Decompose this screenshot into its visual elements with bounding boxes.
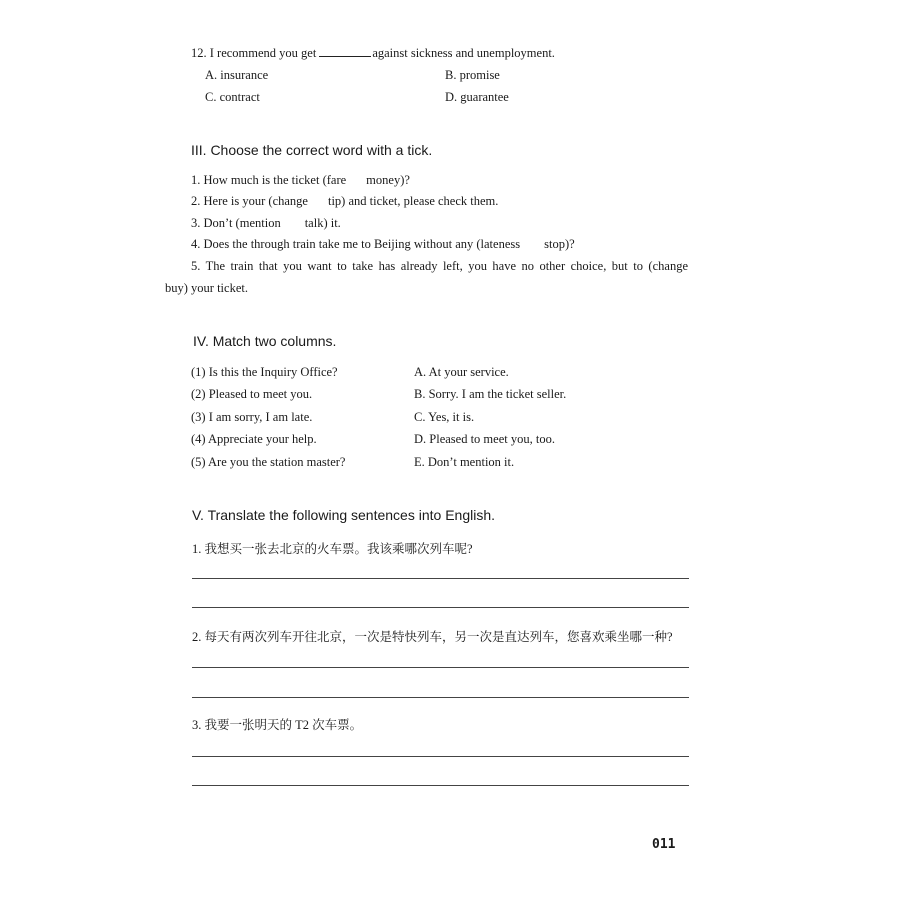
question-12 bbox=[191, 46, 555, 61]
answer-line bbox=[192, 697, 689, 698]
answer-line bbox=[192, 667, 689, 668]
answer-line bbox=[192, 756, 689, 757]
match-right-e: E. Don’t mention it. bbox=[414, 455, 515, 469]
section-3-item-5-line-1: 5. The train that you want to take has already left, you have no other choice, but to (change bbox=[191, 259, 688, 273]
match-right-c: C. Yes, it is. bbox=[414, 410, 475, 424]
option-b: B. promise bbox=[445, 68, 500, 82]
item-choice-b: tip) and ticket, please check them. bbox=[327, 194, 499, 208]
question-12-text-before: 12. I recommend you get bbox=[191, 46, 317, 60]
option-d: D. guarantee bbox=[445, 90, 509, 104]
match-left-2: (2) Pleased to meet you. bbox=[191, 387, 313, 401]
match-left-1: (1) Is this the Inquiry Office? bbox=[191, 365, 338, 379]
match-left-3: (3) I am sorry, I am late. bbox=[191, 410, 313, 424]
match-left-5: (5) Are you the station master? bbox=[191, 455, 346, 469]
answer-line bbox=[192, 578, 689, 579]
item-choice-b: talk) it. bbox=[304, 216, 341, 230]
item-choice-a: 4. Does the through train take me to Beijing without any (lateness bbox=[191, 237, 521, 251]
section-4-heading: IV. Match two columns. bbox=[193, 333, 337, 349]
section-3-heading: III. Choose the correct word with a tick. bbox=[191, 142, 433, 158]
translation-sentence-2: 2. 每天有两次列车开往北京，一次是特快列车，另一次是直达列车，您喜欢乘坐哪一种? bbox=[192, 630, 673, 644]
question-12-text-after: against sickness and unemployment. bbox=[372, 46, 555, 60]
section-3-item-4 bbox=[191, 237, 575, 252]
match-right-b: B. Sorry. I am the ticket seller. bbox=[414, 387, 567, 401]
item-choice-a: 1. How much is the ticket (fare bbox=[191, 173, 347, 187]
option-c: C. contract bbox=[205, 90, 260, 104]
match-right-d: D. Pleased to meet you, too. bbox=[414, 432, 555, 446]
item-choice-b: stop)? bbox=[544, 237, 575, 251]
section-3-item-3 bbox=[191, 216, 341, 231]
item-choice-a: 3. Don’t (mention bbox=[191, 216, 281, 230]
item-choice-b: money)? bbox=[366, 173, 410, 187]
page-number: 011 bbox=[652, 837, 676, 852]
answer-blank bbox=[319, 46, 371, 57]
section-3-item-5-line-2: buy) your ticket. bbox=[165, 281, 248, 295]
match-left-4: (4) Appreciate your help. bbox=[191, 432, 317, 446]
answer-line bbox=[192, 607, 689, 608]
section-5-heading: V. Translate the following sentences into English. bbox=[192, 507, 496, 523]
section-3-item-1 bbox=[191, 173, 410, 188]
section-3-item-2 bbox=[191, 194, 498, 209]
match-right-a: A. At your service. bbox=[414, 365, 509, 379]
translation-sentence-1: 1. 我想买一张去北京的火车票。我该乘哪次列车呢? bbox=[192, 542, 473, 556]
item-choice-a: 2. Here is your (change bbox=[191, 194, 308, 208]
translation-sentence-3: 3. 我要一张明天的 T2 次车票。 bbox=[192, 718, 363, 732]
option-a: A. insurance bbox=[205, 68, 269, 82]
answer-line bbox=[192, 785, 689, 786]
